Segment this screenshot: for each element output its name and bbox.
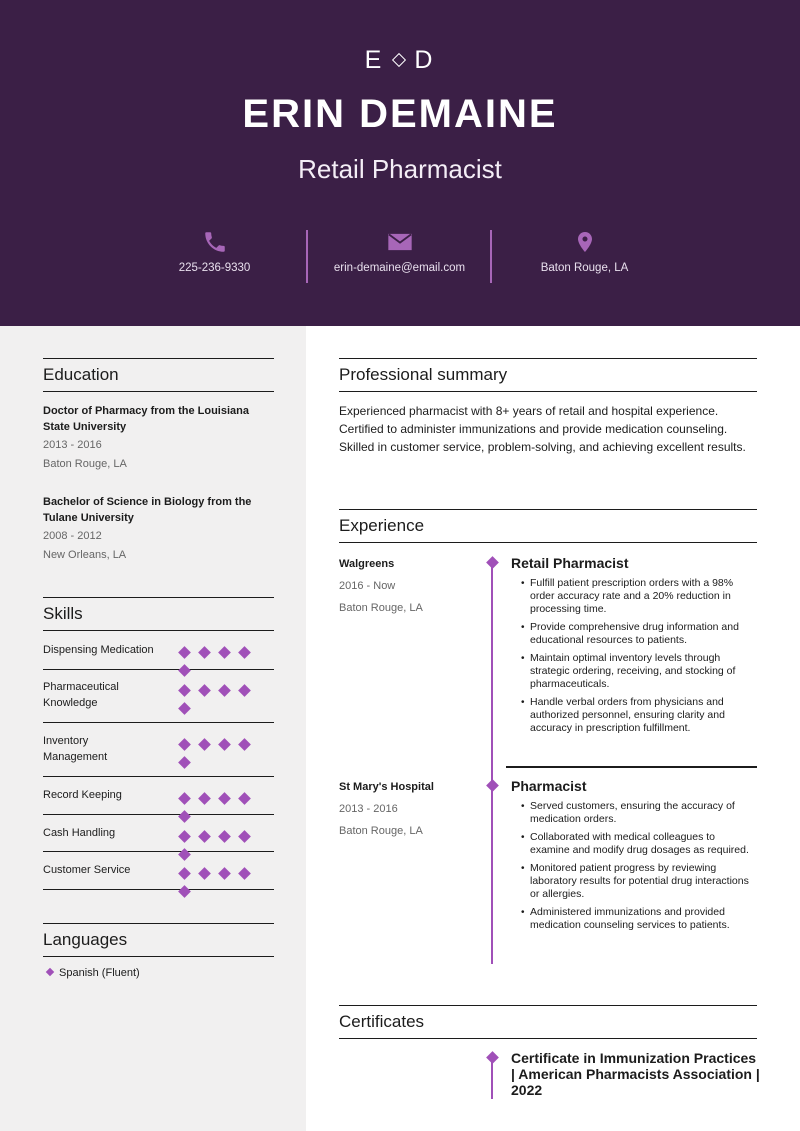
- skill-label: Customer Service: [43, 864, 131, 876]
- employer: [339, 557, 479, 619]
- job-bullet: • Served customers, ensuring the accuracy of medication orders.: [511, 800, 757, 826]
- company-name: Walgreens: [339, 558, 395, 570]
- rating-diamond-icon: [238, 738, 251, 751]
- job-bullet: • Handle verbal orders from physicians and authorized personnel, ensuring clarity and accuracy in prescription fulfillment.: [511, 696, 757, 735]
- rating-diamond-icon: [178, 830, 191, 843]
- skills-heading: Skills: [43, 597, 274, 631]
- contact-email: [307, 228, 492, 284]
- skill-row: [43, 723, 274, 777]
- candidate-name: ERIN DEMAINE: [242, 92, 558, 136]
- job-bullet: • Maintain optimal inventory levels through strategic ordering, receiving, and stocking of pharmaceuticals.: [511, 652, 757, 691]
- skill-row: [43, 777, 274, 815]
- rating-diamond-icon: [218, 684, 231, 697]
- job-bullet: • Provide comprehensive drug information and educational resources to patients.: [511, 621, 757, 647]
- rating-diamond-icon: [198, 830, 211, 843]
- education-item: [43, 494, 274, 564]
- rating-diamond-icon: [238, 792, 251, 805]
- job-divider: [506, 766, 757, 768]
- certificate-item: Certificate in Immunization Practices | American Pharmacists Association | 2022: [511, 1050, 760, 1098]
- rating-diamond-icon: [218, 867, 231, 880]
- rating-diamond-icon: [218, 738, 231, 751]
- skill-row: [43, 631, 274, 670]
- phone-icon: [202, 228, 228, 256]
- timeline-line: [491, 562, 493, 964]
- job-bullet: • Administered immunizations and provided medication counseling services to patients.: [511, 906, 757, 932]
- company-name: St Mary's Hospital: [339, 781, 434, 793]
- job-bullets: [511, 577, 757, 735]
- rating-diamond-icon: [178, 867, 191, 880]
- skill-label: Dispensing Medication: [43, 644, 154, 656]
- rating-diamond-icon: [198, 792, 211, 805]
- job-location: Baton Rouge, LA: [339, 825, 423, 837]
- degree: Doctor of Pharmacy from the Louisiana State University: [43, 405, 249, 433]
- summary-heading: Professional summary: [339, 358, 757, 392]
- rating-diamond-icon: [178, 646, 191, 659]
- diamond-icon: [392, 53, 406, 67]
- resume-header: [0, 0, 800, 326]
- languages-heading: Languages: [43, 923, 274, 957]
- employer: [339, 780, 479, 842]
- rating-diamond-icon: [238, 684, 251, 697]
- skill-rating: [180, 736, 274, 772]
- rating-diamond-icon: [198, 867, 211, 880]
- rating-diamond-icon: [178, 684, 191, 697]
- rating-diamond-icon: [198, 684, 211, 697]
- candidate-title: Retail Pharmacist: [298, 154, 502, 184]
- education-item: [43, 403, 274, 473]
- skill-row: [43, 670, 274, 723]
- rating-diamond-icon: [218, 830, 231, 843]
- job-bullet: • Fulfill patient prescription orders with a 98% order accuracy rate and a 20% reduction in processing time.: [511, 577, 757, 616]
- certificates-heading: Certificates: [339, 1005, 757, 1039]
- summary-text: Experienced pharmacist with 8+ years of retail and hospital experience. Certified to administer immunizations and provide medication counseling. Skilled in customer service, problem-solving, and achieving excellent results.: [339, 404, 746, 454]
- rating-diamond-icon: [218, 792, 231, 805]
- mail-icon: [386, 228, 414, 256]
- skill-label: Cash Handling: [43, 827, 116, 839]
- phone-text: 225-236-9330: [178, 262, 251, 274]
- job-location: Baton Rouge, LA: [339, 602, 423, 614]
- job-entry: [511, 778, 757, 937]
- experience-heading: Experience: [339, 509, 757, 543]
- rating-diamond-icon: [238, 646, 251, 659]
- rating-diamond-icon: [238, 830, 251, 843]
- bullet-diamond-icon: [46, 968, 54, 976]
- skill-rating: [180, 682, 274, 718]
- job-bullet: • Collaborated with medical colleagues to examine and modify drug dosages as required.: [511, 831, 757, 857]
- job-dates: 2013 - 2016: [339, 803, 398, 815]
- language-item: [47, 967, 140, 979]
- email-text: erin-demaine@email.com: [333, 262, 466, 274]
- rating-diamond-icon: [218, 646, 231, 659]
- job-bullet: • Monitored patient progress by reviewing laboratory results for potential drug interactions or allergies.: [511, 862, 757, 901]
- skill-label: Pharmaceutical Knowledge: [43, 681, 119, 709]
- rating-diamond-icon: [198, 646, 211, 659]
- rating-diamond-icon: [178, 738, 191, 751]
- location-text: Baton Rouge, LA: [540, 262, 629, 274]
- timeline-diamond-icon: [486, 1051, 499, 1064]
- job-dates: 2016 - Now: [339, 580, 396, 592]
- degree: Bachelor of Science in Biology from the Tulane University: [43, 496, 252, 524]
- rating-diamond-icon: [178, 792, 191, 805]
- monogram-left: E: [364, 46, 385, 74]
- job-bullets: [511, 800, 757, 932]
- language-label: Spanish (Fluent): [59, 967, 140, 979]
- rating-diamond-icon: [178, 702, 191, 715]
- education-location: New Orleans, LA: [43, 549, 127, 561]
- rating-diamond-icon: [178, 756, 191, 769]
- contact-phone: [122, 228, 307, 284]
- monogram: [0, 46, 800, 75]
- education-location: Baton Rouge, LA: [43, 458, 127, 470]
- location-pin-icon: [573, 228, 597, 256]
- job-title: Pharmacist: [511, 778, 587, 794]
- skill-row: [43, 815, 274, 852]
- contact-location: [492, 228, 677, 284]
- education-heading: Education: [43, 358, 274, 392]
- skill-label: Record Keeping: [43, 789, 122, 801]
- timeline-diamond-icon: [486, 556, 499, 569]
- rating-diamond-icon: [178, 885, 191, 898]
- rating-diamond-icon: [238, 867, 251, 880]
- education-years: 2008 - 2012: [43, 530, 102, 542]
- skill-label: Inventory Management: [43, 735, 108, 763]
- timeline-diamond-icon: [486, 779, 499, 792]
- monogram-right: D: [414, 46, 436, 74]
- skill-row: [43, 852, 274, 890]
- job-entry: [511, 555, 757, 740]
- skill-rating: [180, 865, 274, 901]
- job-title: Retail Pharmacist: [511, 555, 629, 571]
- rating-diamond-icon: [198, 738, 211, 751]
- education-years: 2013 - 2016: [43, 439, 102, 451]
